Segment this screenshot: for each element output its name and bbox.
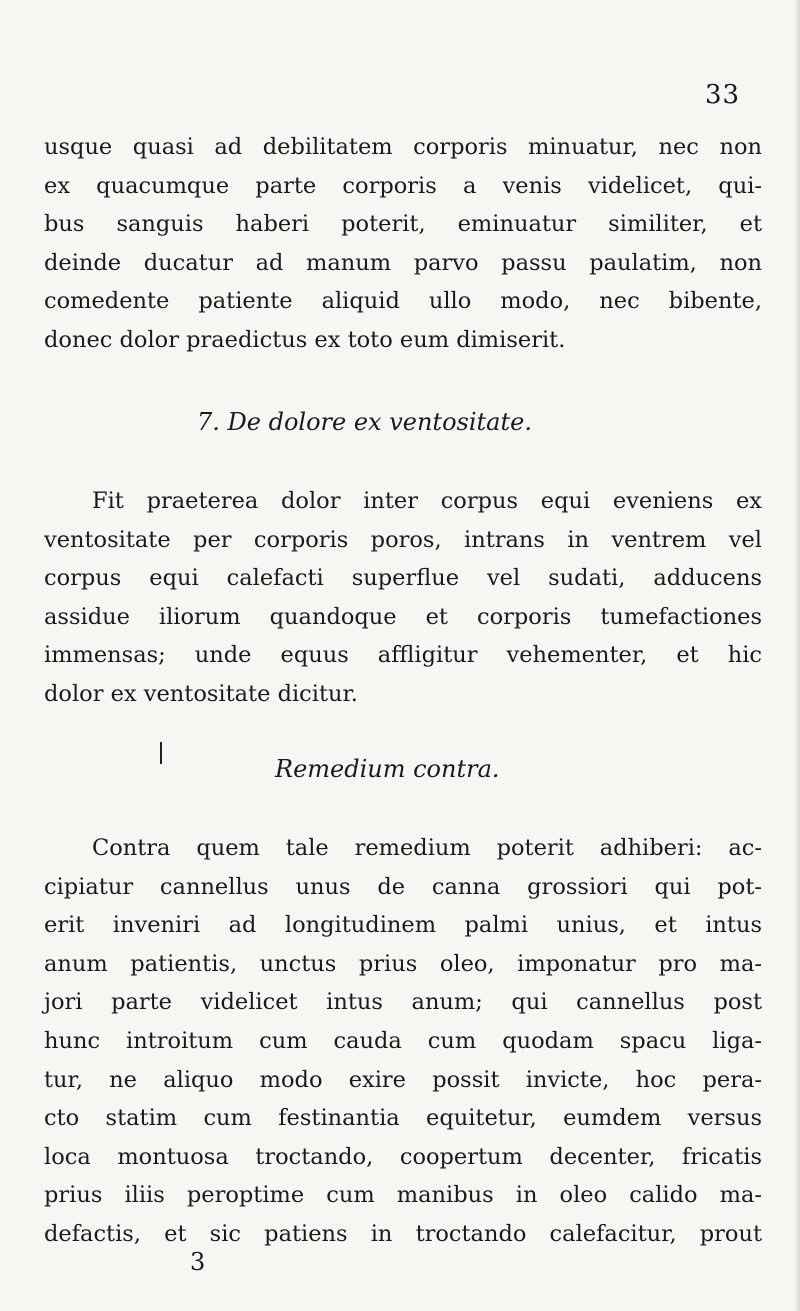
paragraph-3-line: hunc introitum cum cauda cum quodam spacu liga-	[44, 1027, 762, 1054]
paragraph-2-line: assidue iliorum quandoque et corporis tumefactiones	[44, 603, 762, 630]
margin-mark	[160, 742, 162, 764]
paragraph-3-line: erit inveniri ad longitudinem palmi unius, et intus	[44, 912, 762, 939]
signature-mark: 3	[190, 1248, 206, 1276]
paragraph-2	[44, 482, 762, 714]
paragraph-3	[44, 829, 762, 1254]
paragraph-3-line: jori parte videlicet intus anum; qui cannellus post	[44, 989, 762, 1016]
paragraph-3-line: tur, ne aliquo modo exire possit invicte, hoc pera-	[44, 1066, 762, 1093]
paragraph-3-line: prius iliis peroptime cum manibus in oleo calido ma-	[44, 1182, 762, 1209]
paragraph-2-line: dolor ex ventositate dicitur.	[44, 680, 358, 707]
paragraph-1	[44, 128, 762, 360]
paragraph-2-line: immensas; unde equus affligitur vehementer, et hic	[44, 642, 762, 669]
paragraph-3-line: anum patientis, unctus prius oleo, imponatur pro ma-	[44, 950, 762, 977]
paragraph-1-line: donec dolor praedictus ex toto eum dimiserit.	[44, 326, 566, 353]
paragraph-3-line: defactis, et sic patiens in troctando calefacitur, prout	[44, 1220, 762, 1247]
paragraph-3-line: Contra quem tale remedium poterit adhiberi: ac-	[92, 835, 762, 861]
section-heading-remedium: Remedium contra.	[275, 755, 500, 783]
paragraph-2-line: ventositate per corporis poros, intrans in ventrem vel	[44, 526, 762, 553]
paragraph-3-line: cipiatur cannellus unus de canna grossiori qui pot-	[44, 873, 762, 900]
page-edge-shadow	[794, 0, 800, 1311]
paragraph-2-line: corpus equi calefacti superflue vel sudati, adducens	[44, 565, 762, 592]
paragraph-3-line: loca montuosa troctando, coopertum decenter, fricatis	[44, 1143, 762, 1170]
paragraph-2-line: Fit praeterea dolor inter corpus equi eveniens ex	[92, 488, 762, 514]
paragraph-1-line: usque quasi ad debilitatem corporis minuatur, nec non	[44, 134, 762, 160]
paragraph-3-line: cto statim cum festinantia equitetur, eumdem versus	[44, 1105, 762, 1132]
page-number: 33	[705, 80, 741, 110]
paragraph-1-line: deinde ducatur ad manum parvo passu paulatim, non	[44, 249, 762, 276]
section-heading-ventositate: 7. De dolore ex ventositate.	[197, 408, 532, 436]
paragraph-1-line: comedente patiente aliquid ullo modo, nec bibente,	[44, 288, 762, 315]
paragraph-1-line: bus sanguis haberi poterit, eminuatur similiter, et	[44, 211, 762, 238]
paragraph-1-line: ex quacumque parte corporis a venis videlicet, qui-	[44, 172, 762, 199]
